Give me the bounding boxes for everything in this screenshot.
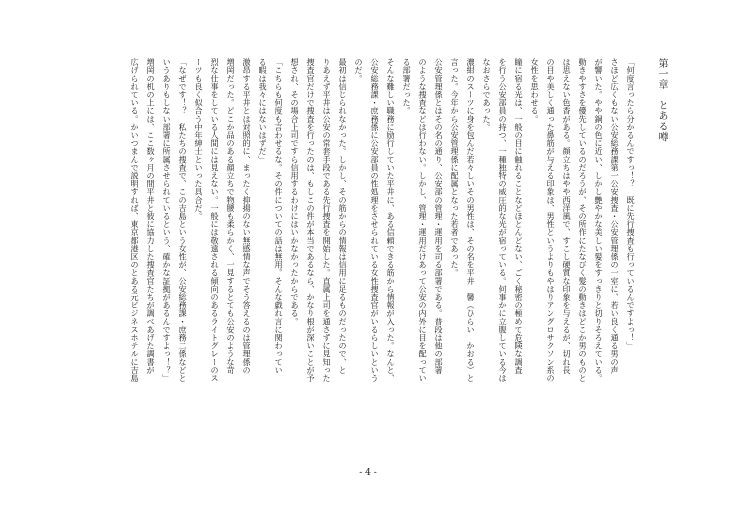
page-number: - 4 - [359, 468, 377, 478]
text-line: 激昂する平井とは対照的に、まったく抑揚のない無感情な声でそう答えるのは管理係の [242, 58, 252, 374]
text-line: さほど広くもない公安総務課第一公安捜査・公安管理係の一室に、若い良く通る男の声 [610, 58, 620, 374]
text-line: 公安総務課・庶務係に公安部員の性処理をさせられている女性捜査官がいるらしいという [370, 58, 380, 382]
text-line: 増岡の机の上には、ここ数ヶ月の間平井と彼に協力した捜査官たちが調べあげた調書が [146, 58, 156, 374]
text-line: 言った。今年から公安管理係に配属となった若者であった。 [450, 58, 460, 277]
text-line: りあえず平井は公安の常套手段である先行捜査を開始した。直属上司を通さずに見知った [322, 58, 332, 382]
vertical-text-body [130, 58, 666, 458]
text-line: る暇は我々にはないはずだ」 [258, 58, 268, 164]
text-line: 最初は信じられなかった。しかし、その筋からの情報は信用に足るものだったので、と [338, 58, 348, 374]
chapter-heading: 第一章 とある噂 [656, 58, 667, 142]
text-line: 「何度言ったら分かるんですっ！？ 既に先行捜査も行っているんですよっ！」 [626, 58, 636, 350]
text-line: を行う公安部員の持つ、一種独特の威圧的な光が宿っている。何事かに立腹している今は [498, 58, 508, 382]
text-line: 「なぜです！？ 私たちの捜査で、この吉島という女性が、公安総務課・庶務二係などと [178, 58, 188, 382]
text-line: の目や美しく通った鼻筋が与える印象は、男性というよりもやはりアングロサクソン系の [546, 58, 556, 382]
text-line: 烈な仕事をしている人間には見えない。一般には敬遠される傾向のあるライトグレーのス [210, 58, 220, 382]
text-line: る部署だった。 [402, 58, 412, 115]
text-line: 「こちらも何度も言わせるな。その件についての話は無用。そんな戯れ言に関わってい [274, 58, 284, 374]
text-line: ーツも良く似合う中年紳士といった具合だ。 [194, 58, 204, 220]
text-line: なおさらであった。 [482, 58, 492, 131]
text-line: 濃紺のスーツに身を包んだ若々しいその男性は、その名を平井 馨（ひらい かおる）と [466, 58, 476, 382]
text-line: のような捜査などは行わない。しかし、管理・運用だけあって公安の内外に目を配ってい [418, 58, 428, 382]
text-line: 広げられている。かいつまんで説明すれば、東京都港区のとある元ビジネスホテルに吉島 [130, 58, 140, 382]
text-line: 女性を思わせる。 [530, 58, 540, 123]
text-line: が響いた。やや銅の色に近い、しかし艶やかな美しい髪をすっきりと切りそろえている。 [594, 58, 604, 382]
text-line: 瞳に宿る光は、一般の目に触れることなどほとんどない、ごく秘密の極めて危険な調査 [514, 58, 524, 374]
text-line: 想され、その場合上司ですら信用するわけにはいかなかったからである。 [290, 58, 300, 326]
text-line: は思えない色香がある。顔立ちはやや西洋風で、すこし硬質な印象を与えるが、切れ長 [562, 58, 572, 374]
text-line: のだ。 [354, 58, 364, 83]
text-line: そんな難しい職務に励行していた平井に、ある信頼できる筋から情報が入った。なんと、 [386, 58, 396, 382]
text-line: いうありもしない部署に所属させられているという、確かな証拠があるんですよっ！？」 [162, 58, 172, 382]
text-line: 捜査官だけで捜査を行ったのは、もしこの件が本当であるなら、かなり根が深いことが予 [306, 58, 316, 382]
text-line: 動きやすさを優先しているのだろうが、その所作にたなびく髪の動きはどこか男のものと [578, 58, 588, 382]
text-line: 増岡だった。どこか品のある顔立ちで物腰も柔らかく、一見するとても公安のような苛 [226, 58, 236, 374]
text-line: 公安管理係とはその名の通り、公安部の管理・運用を司る部署である。普段は他の部署 [434, 58, 444, 374]
